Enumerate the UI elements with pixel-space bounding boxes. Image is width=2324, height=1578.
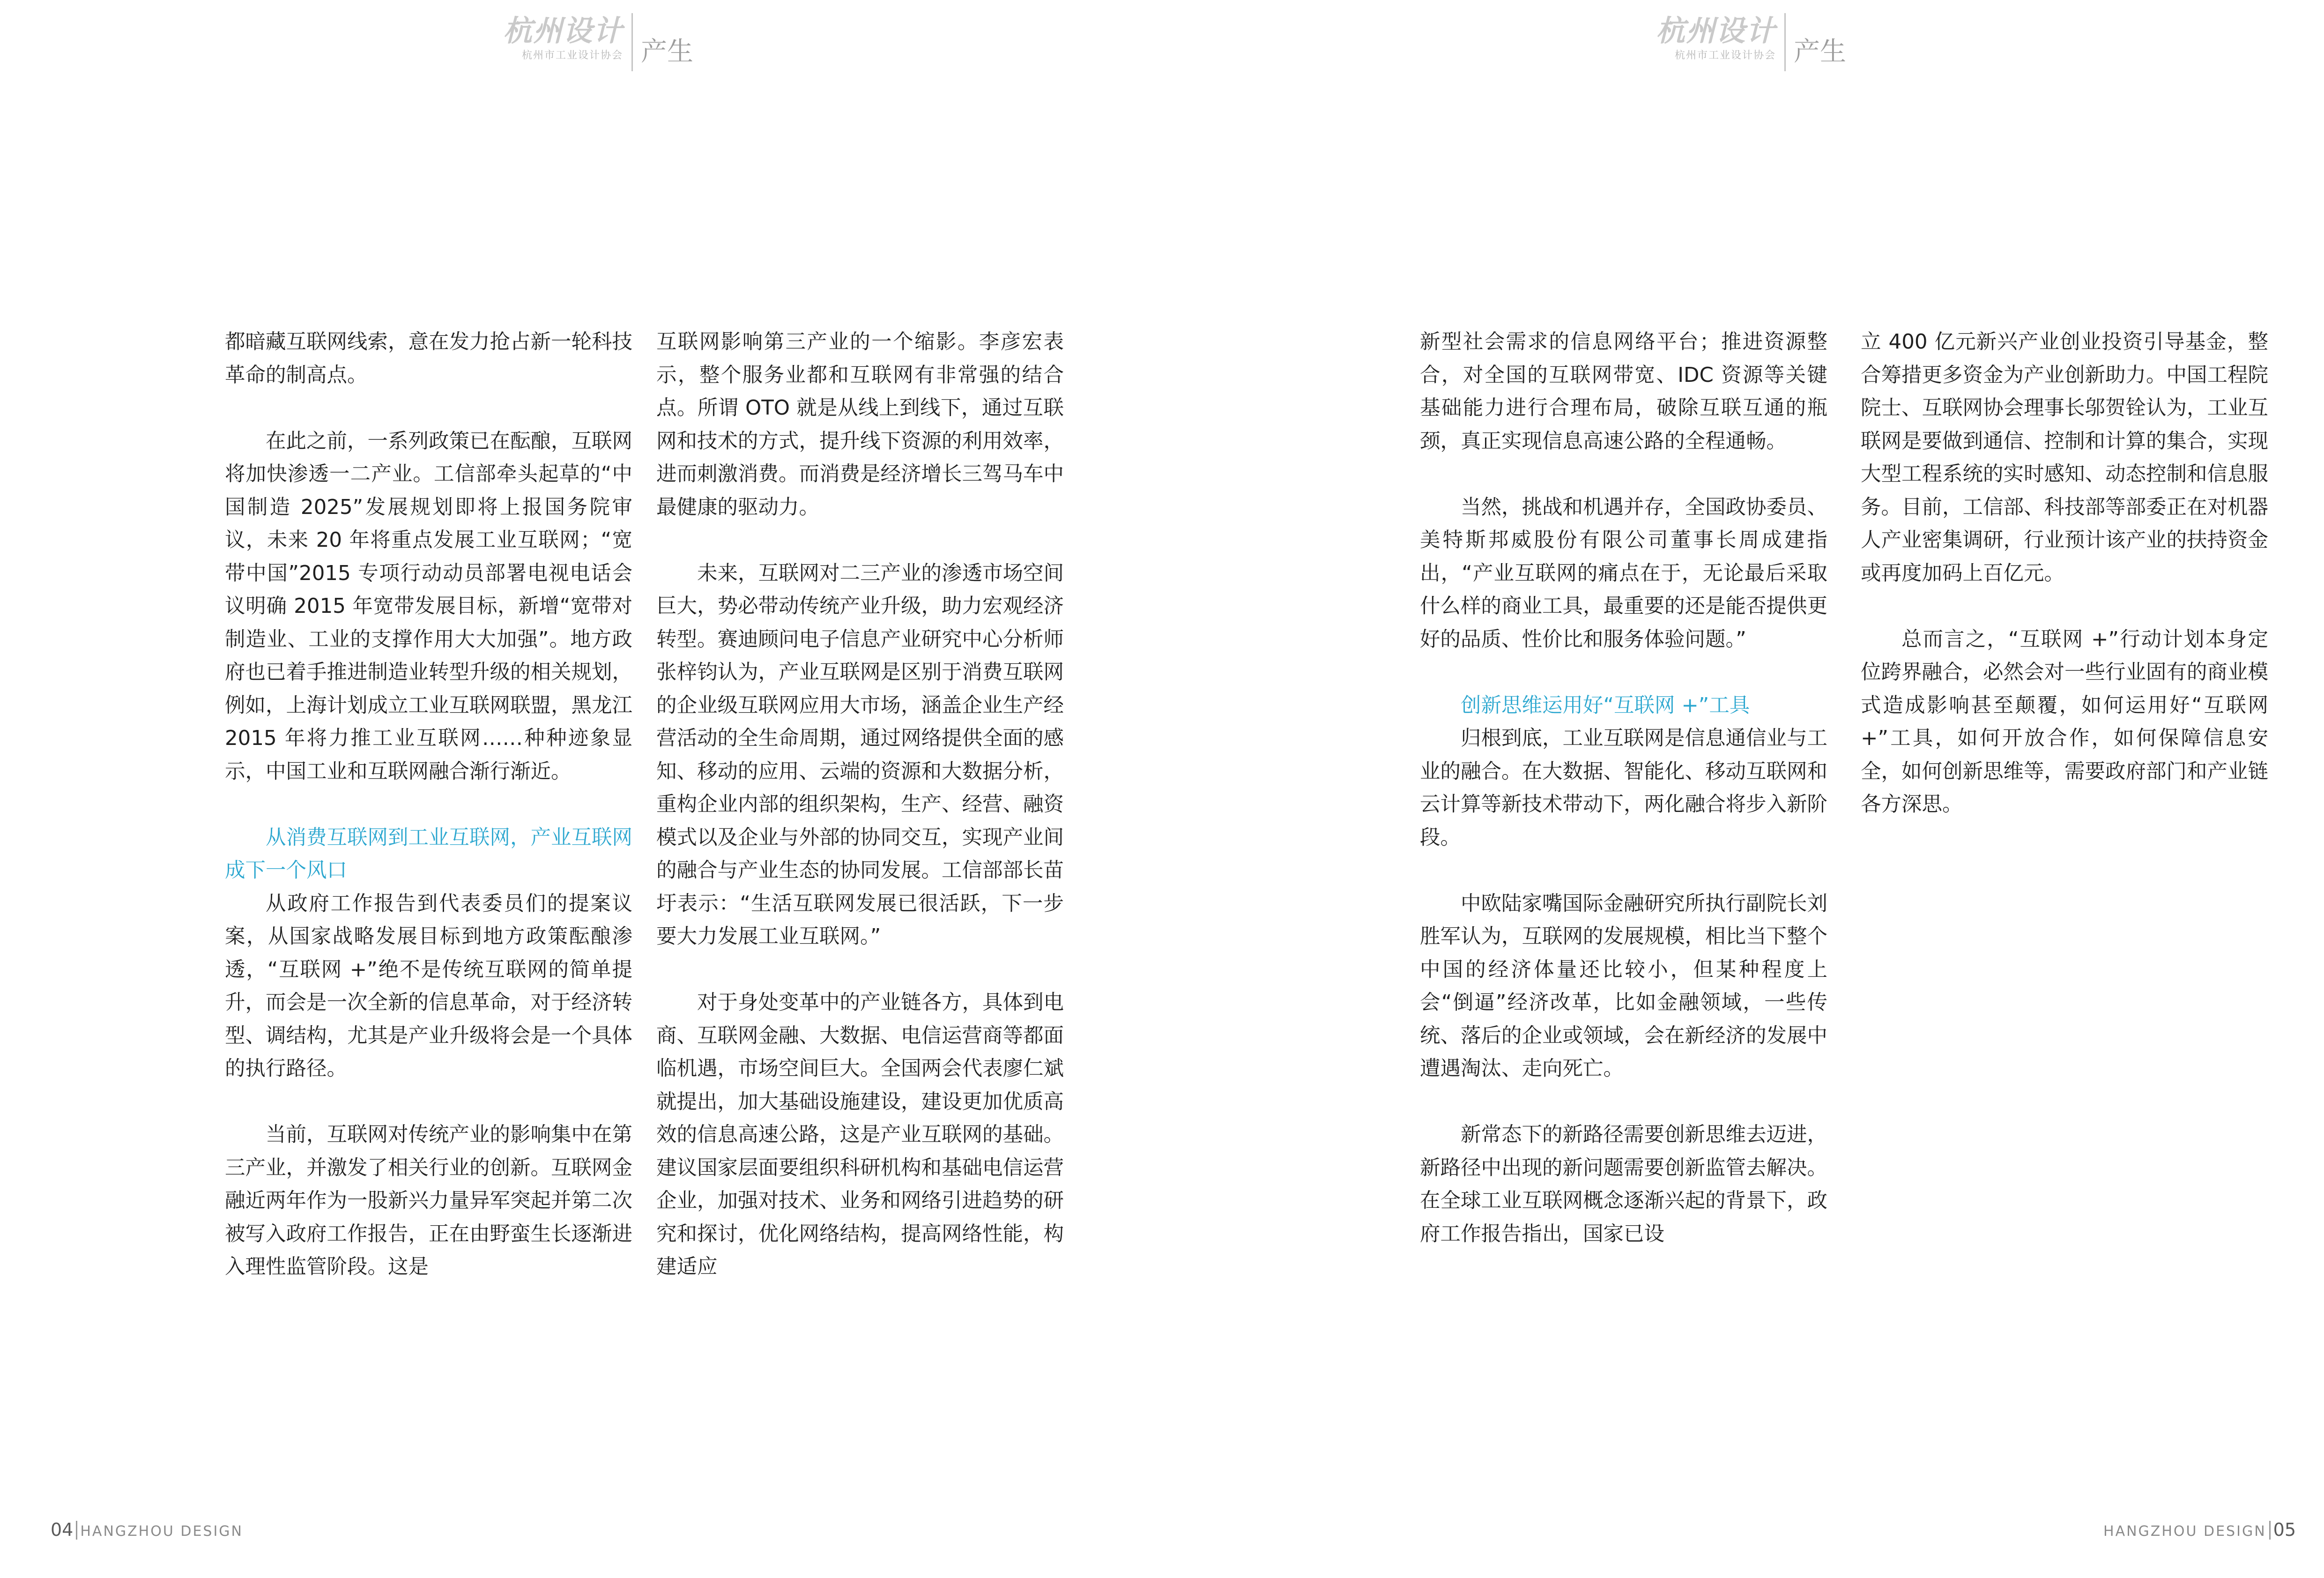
- brand-logo: [483, 13, 623, 63]
- paragraph: 归根到底，工业互联网是信息通信业与工业的融合。在大数据、智能化、移动互联网和云计算等新技术带动下，两化融合将步入新阶段。: [1420, 727, 1827, 849]
- publication-name: HANGZHOU DESIGN: [80, 1523, 243, 1540]
- subheading: 从消费互联网到工业互联网，产业互联网成下一个风口: [225, 826, 632, 882]
- article-column-4: [1861, 326, 2268, 854]
- paragraph: 互联网影响第三产业的一个缩影。李彦宏表示，整个服务业都和互联网有非常强的结合点。所谓 OTO 就是从线上到线下，通过互联网和技术的方式，提升线下资源的利用效率，进而刺激消费。而消费是经济增长三驾马车中最健康的驱动力。: [656, 330, 1064, 519]
- article-column-2: [656, 326, 1064, 1317]
- paragraph: 总而言之，“互联网 +”行动计划本身定位跨界融合，必然会对一些行业固有的商业模式造成影响甚至颠覆，如何运用好“互联网 +”工具，如何开放合作，如何保障信息安全，如何创新思维等，需要政府部门和产业链各方深思。: [1861, 627, 2268, 816]
- page-number: 04: [51, 1519, 74, 1540]
- paragraph: 都暗藏互联网线索，意在发力抢占新一轮科技革命的制高点。: [225, 330, 632, 387]
- brand-logo: [1635, 13, 1776, 63]
- paragraph: 新型社会需求的信息网络平台；推进资源整合，对全国的互联网带宽、IDC 资源等关键基础能力进行合理布局，破除互联互通的瓶颈，真正实现信息高速公路的全程通畅。: [1420, 330, 1827, 453]
- right-page: [1162, 0, 2324, 1578]
- paragraph: 从政府工作报告到代表委员们的提案议案，从国家战略发展目标到地方政策酝酿渗透，“互联网 +”绝不是传统互联网的简单提升，而会是一次全新的信息革命，对于经济转型、调结构，尤其是产业升级将会是一个具体的执行路径。: [225, 892, 632, 1080]
- page-footer: [51, 1520, 243, 1541]
- paragraph: 当前，互联网对传统产业的影响集中在第三产业，并激发了相关行业的创新。互联网金融近两年作为一股新兴力量异军突起并第二次被写入政府工作报告，正在由野蛮生长逐渐进入理性监管阶段。这是: [225, 1123, 632, 1279]
- subheading: 创新思维运用好“互联网 +”工具: [1461, 693, 1750, 717]
- footer-divider: [76, 1521, 77, 1540]
- page-footer: [2103, 1520, 2296, 1541]
- section-label: 产生: [1794, 37, 1846, 67]
- section-label: 产生: [641, 37, 693, 67]
- logo-subtitle: 杭州市工业设计协会: [1674, 50, 1776, 61]
- masthead-divider: [1784, 13, 1786, 71]
- paragraph: 未来，互联网对二三产业的渗透市场空间巨大，势必带动传统产业升级，助力宏观经济转型。赛迪顾问电子信息产业研究中心分析师张梓钧认为，产业互联网是区别于消费互联网的企业级互联网应用大市场，涵盖企业生产经营活动的全生命周期，通过网络提供全面的感知、移动的应用、云端的资源和大数据分析，重构企业内部的组织架构，生产、经营、融资模式以及企业与外部的协同交互，实现产业间的融合与产业生态的协同发展。工信部部长苗圩表示：“生活互联网发展已很活跃，下一步要大力发展工业互联网。”: [656, 561, 1064, 948]
- article-column-1: [225, 326, 632, 1317]
- footer-divider: [2269, 1521, 2271, 1540]
- page-number: 05: [2273, 1519, 2296, 1540]
- publication-name: HANGZHOU DESIGN: [2103, 1523, 2266, 1540]
- logo-wordmark: 杭州设计: [1656, 14, 1776, 48]
- paragraph: 立 400 亿元新兴产业创业投资引导基金，整合筹措更多资金为产业创新助力。中国工程院院士、互联网协会理事长邬贺铨认为，工业互联网是要做到通信、控制和计算的集合，实现大型工程系统的实时感知、动态控制和信息服务。目前，工信部、科技部等部委正在对机器人产业密集调研，行业预计该产业的扶持资金或再度加码上百亿元。: [1861, 330, 2268, 585]
- paragraph: 对于身处变革中的产业链各方，具体到电商、互联网金融、大数据、电信运营商等都面临机遇，市场空间巨大。全国两会代表廖仁斌就提出，加大基础设施建设，建设更加优质高效的信息高速公路，这是产业互联网的基础。建议国家层面要组织科研机构和基础电信运营企业，加强对技术、业务和网络引进趋势的研究和探讨，优化网络结构，提高网络性能，构建适应: [656, 991, 1064, 1279]
- masthead-divider: [631, 13, 633, 71]
- article-column-3: [1420, 326, 1827, 1284]
- paragraph: 新常态下的新路径需要创新思维去迈进，新路径中出现的新问题需要创新监管去解决。在全球工业互联网概念逐渐兴起的背景下，政府工作报告指出，国家已设: [1420, 1123, 1827, 1246]
- paragraph: 当然，挑战和机遇并存，全国政协委员、美特斯邦威股份有限公司董事长周成建指出，“产业互联网的痛点在于，无论最后采取什么样的商业工具，最重要的还是能否提供更好的品质、性价比和服务体验问题。”: [1420, 495, 1827, 651]
- paragraph: 在此之前，一系列政策已在酝酿，互联网将加快渗透一二产业。工信部牵头起草的“中国制造 2025”发展规划即将上报国务院审议，未来 20 年将重点发展工业互联网；“宽带中国”2015 专项行动动员部署电视电话会议明确 2015 年宽带发展目标，新增“宽带对制造业、工业的支撑作用大大加强”。地方政府也已着手推进制造业转型升级的相关规划，例如，上海计划成立工业互联网联盟，黑龙江 2015 年将力推工业互联网……种种迹象显示，中国工业和互联网融合渐行渐近。: [225, 429, 632, 783]
- paragraph: 中欧陆家嘴国际金融研究所执行副院长刘胜军认为，互联网的发展规模，相比当下整个中国的经济体量还比较小，但某种程度上会“倒逼”经济改革，比如金融领域，一些传统、落后的企业或领域，会在新经济的发展中遭遇淘汰、走向死亡。: [1420, 892, 1827, 1080]
- logo-subtitle: 杭州市工业设计协会: [521, 50, 623, 61]
- logo-wordmark: 杭州设计: [503, 14, 623, 48]
